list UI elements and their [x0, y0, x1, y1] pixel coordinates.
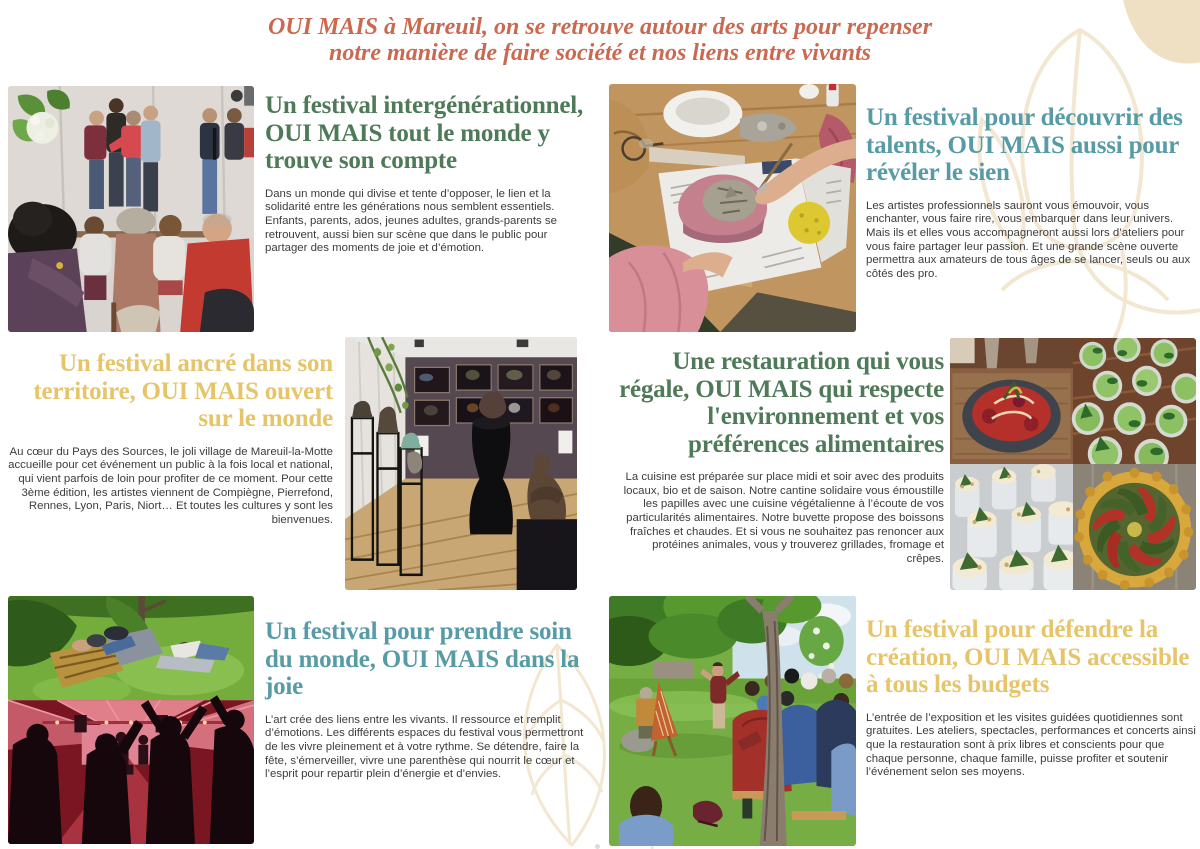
page-number-partial	[595, 844, 600, 849]
section-body: Au cœur du Pays des Sources, le joli village de Mareuil-la-Motte accueille pour cet événement un public à la fois local et national, qui vient parfois de loin pour profiter de ce moment. Pour cette 3ème édition, les artistes viennent de Compiègne, Pierrefond, Rennes, Lyon, Paris, Niort… Et toutes les cultures y sont les bienvenues.	[8, 445, 333, 526]
section-heading: Un festival pour découvrir des talents, OUI MAIS aussi pour révéler le sien	[866, 104, 1183, 186]
photo-audience-under-tent	[8, 86, 254, 332]
section-intergenerational	[265, 92, 591, 256]
section-restauration	[612, 348, 944, 567]
section-heading: Un festival ancré dans son territoire, OUI MAIS ouvert sur le monde	[33, 350, 333, 432]
section-body: Dans un monde qui divise et tente d’opposer, le lien et la solidarité entre les générations nous semblent essentiels. Enfants, parents, ados, jeunes adultes, grands-parents se retrouvent, aussi bien sur scène que dans le public pour partager des moments de joie et d’émotion.	[265, 187, 557, 255]
section-body: L’entrée de l’exposition et les visites guidées quotidiennes sont gratuites. Les ateliers, spectacles, performances et concerts ainsi que la restauration sont à prix libres et conscients pour que chaque personne, chaque famille, puisse profiter et soutenir l’événement selon ses moyens.	[866, 711, 1196, 779]
photo-garden-performance	[609, 596, 856, 846]
section-territoire	[8, 350, 333, 528]
section-heading: Une restauration qui vous régale, OUI MAIS qui respecte l'environnement et vos préférences alimentaires	[619, 348, 944, 458]
photo-picnic-and-concert	[8, 596, 254, 844]
page-title-line1: OUI MAIS à Mareuil, on se retrouve autour des arts pour repenser	[267, 14, 933, 40]
page-title	[0, 14, 1200, 67]
section-body: La cuisine est préparée sur place midi et soir avec des produits locaux, bio et de saison. Notre cantine solidaire vous émoustille les papilles avec une cuisine végétalienne à l’écoute de vos particularités alimentaires. Notre buvette propose des boissons fraîches et chaudes. Et si vous ne souhaitez pas renoncer aux protéines animales, vous y trouverez grillades, fromage et crêpes.	[623, 471, 944, 566]
section-heading: Un festival pour défendre la création, OUI MAIS accessible à tous les budgets	[866, 616, 1190, 698]
photo-food-collage	[950, 338, 1196, 590]
section-heading: Un festival pour prendre soin du monde, OUI MAIS dans la joie	[265, 618, 580, 700]
page-title-line2: notre manière de faire société et nos liens entre vivants	[329, 40, 871, 67]
section-joie	[265, 618, 591, 782]
section-talents	[866, 104, 1196, 282]
section-budgets	[866, 616, 1196, 780]
section-body: Les artistes professionnels sauront vous émouvoir, vous enchanter, vous faire rire, vous embarquer dans leur univers. Mais ils et elles vous accompagneront aussi lors d’ateliers pour vous faire partager leur passion. Et une grande scène ouverte permettra aux amateurs de tous âges de se lancer, seuls ou aux côtés des pro.	[866, 199, 1191, 280]
photo-sculpture-gallery	[345, 337, 577, 590]
section-body: L’art crée des liens entre les vivants. Il ressource et remplit d’émotions. Les différents espaces du festival vous permettront de les vivre pleinement et à votre rythme. Se détendre, faire la fête, s’émerveiller, vivre une parenthèse qui nourrit le cœur et l’esprit pour repartir plein d’énergie et d’envies.	[265, 713, 584, 781]
photo-clay-painting-workshop	[609, 84, 856, 332]
section-heading: Un festival intergénérationnel, OUI MAIS tout le monde y trouve son compte	[265, 92, 584, 174]
